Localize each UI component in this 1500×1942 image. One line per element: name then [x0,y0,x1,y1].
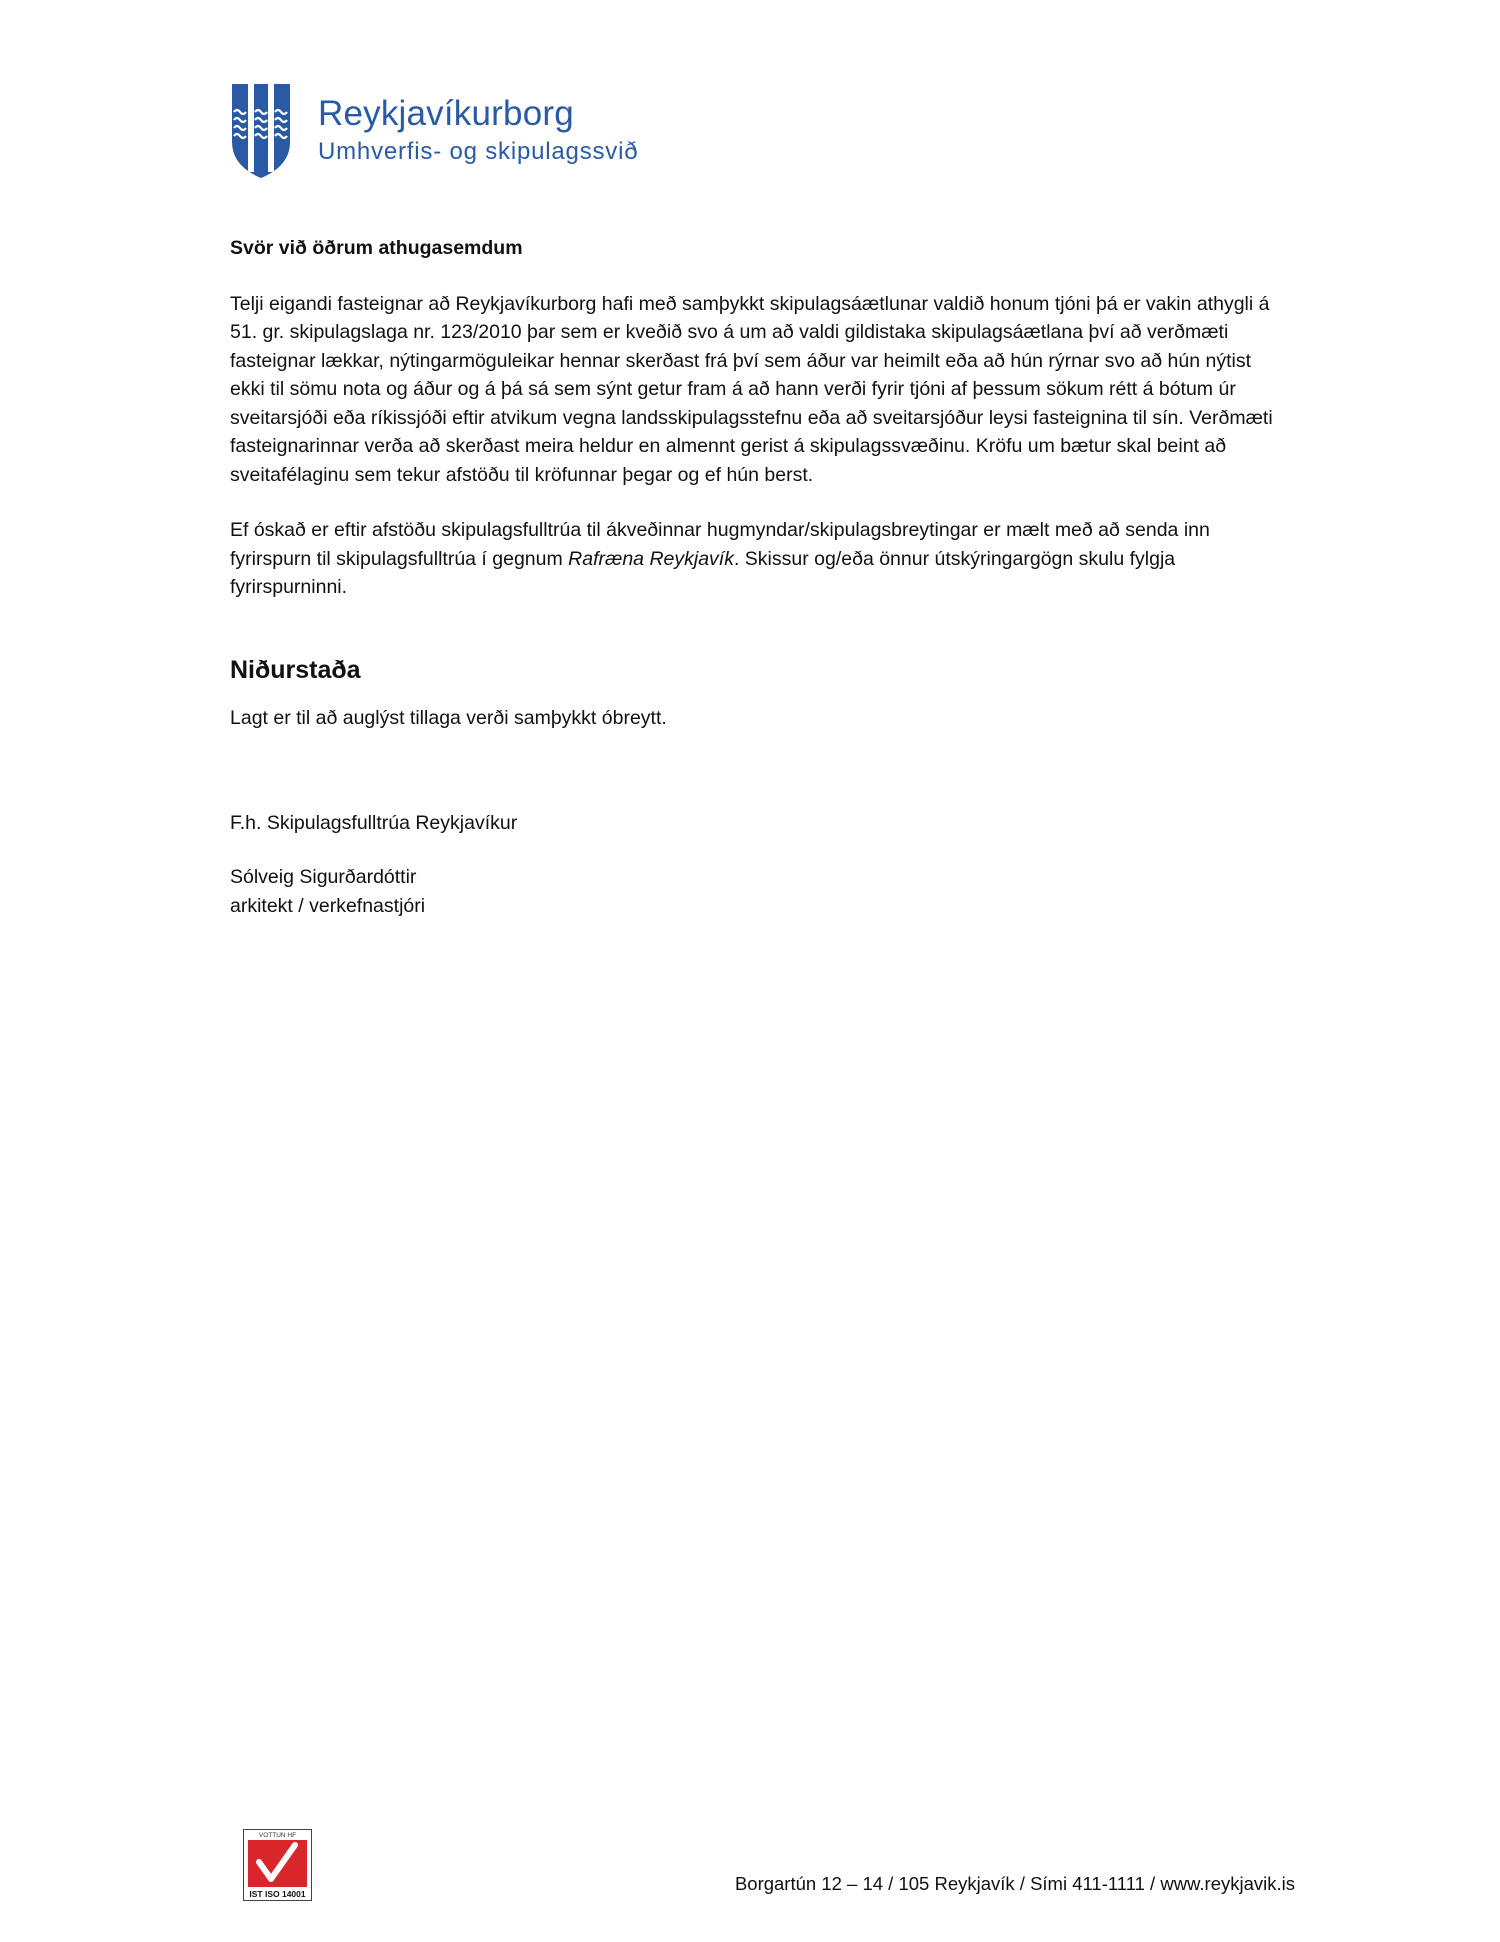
service-name: Rafræna Reykjavík [568,547,734,570]
coat-of-arms-icon [230,82,292,180]
organization-name: Reykjavíkurborg [318,94,574,133]
inquiry-text-start: Ef óskað er eftir afstöðu skipulagsfulltrúa til ákveðinnar hugmyndar/skipulagsbreytingar er mælt með að senda inn fyrirspurn til skipulagsfulltrúa í gegnum [230,519,1210,570]
footer-address: Borgartún 12 – 14 / 105 Reykjavík / Sími 411-1111 / www.reykjavik.is [734,1873,1295,1894]
organization-logo [230,82,639,182]
iso-certification-badge [243,1829,312,1901]
conclusion-text: Lagt er til að auglýst tillaga verði samþykkt óbreytt. [230,707,667,729]
badge-bottom-text: IST ISO 14001 [249,1889,306,1899]
inquiry-paragraph [230,516,1290,602]
inquiry-text-end: . Skissur og/eða önnur útskýringargögn skulu fylgja fyrirspurninni. [230,547,1176,598]
signature-block [230,863,1290,920]
signatory-name: Sólveig Sigurðardóttir [230,866,417,888]
section-subheading: Svör við öðrum athugasemdum [230,237,523,259]
department-name: Umhverfis- og skipulagssvið [318,138,639,165]
compensation-paragraph: Telji eigandi fasteignar að Reykjavíkurborg hafi með samþykkt skipulagsáætlunar valdið honum tjóni þá er vakin athygli á 51. gr. skipulagslaga nr. 123/2010 þar sem er kveðið svo á um að valdi gildistaka skipulagsáætlana því að verðmæti fasteignar lækkar, nýtingarmöguleikar hennar skerðast frá því sem áður var heimilt eða að hún rýrnar svo að hún nýtist ekki til sömu nota og áður og á þá sá sem sýnt getur fram á að hann verði fyrir tjóni af þessum sökum rétt á bótum úr sveitarsjóði eða ríkissjóði eftir atvikum vegna landsskipulagsstefnu eða að sveitarsjóður leysi fasteignina til sín. Verðmæti fasteignarinnar verða að skerðast meira heldur en almennt gerist á skipulagssvæðinu. Kröfu um bætur skal beint að sveitafélaginu sem tekur afstöðu til kröfunnar þegar og ef hún berst. [230,292,1273,486]
signature-on-behalf: F.h. Skipulagsfulltrúa Reykjavíkur [230,811,518,834]
signatory-title: arkitekt / verkefnastjóri [230,894,426,917]
letter-body [230,234,1290,920]
badge-top-text: VOTTUN HF [258,1832,297,1839]
conclusion-heading: Niðurstaða [230,655,361,684]
